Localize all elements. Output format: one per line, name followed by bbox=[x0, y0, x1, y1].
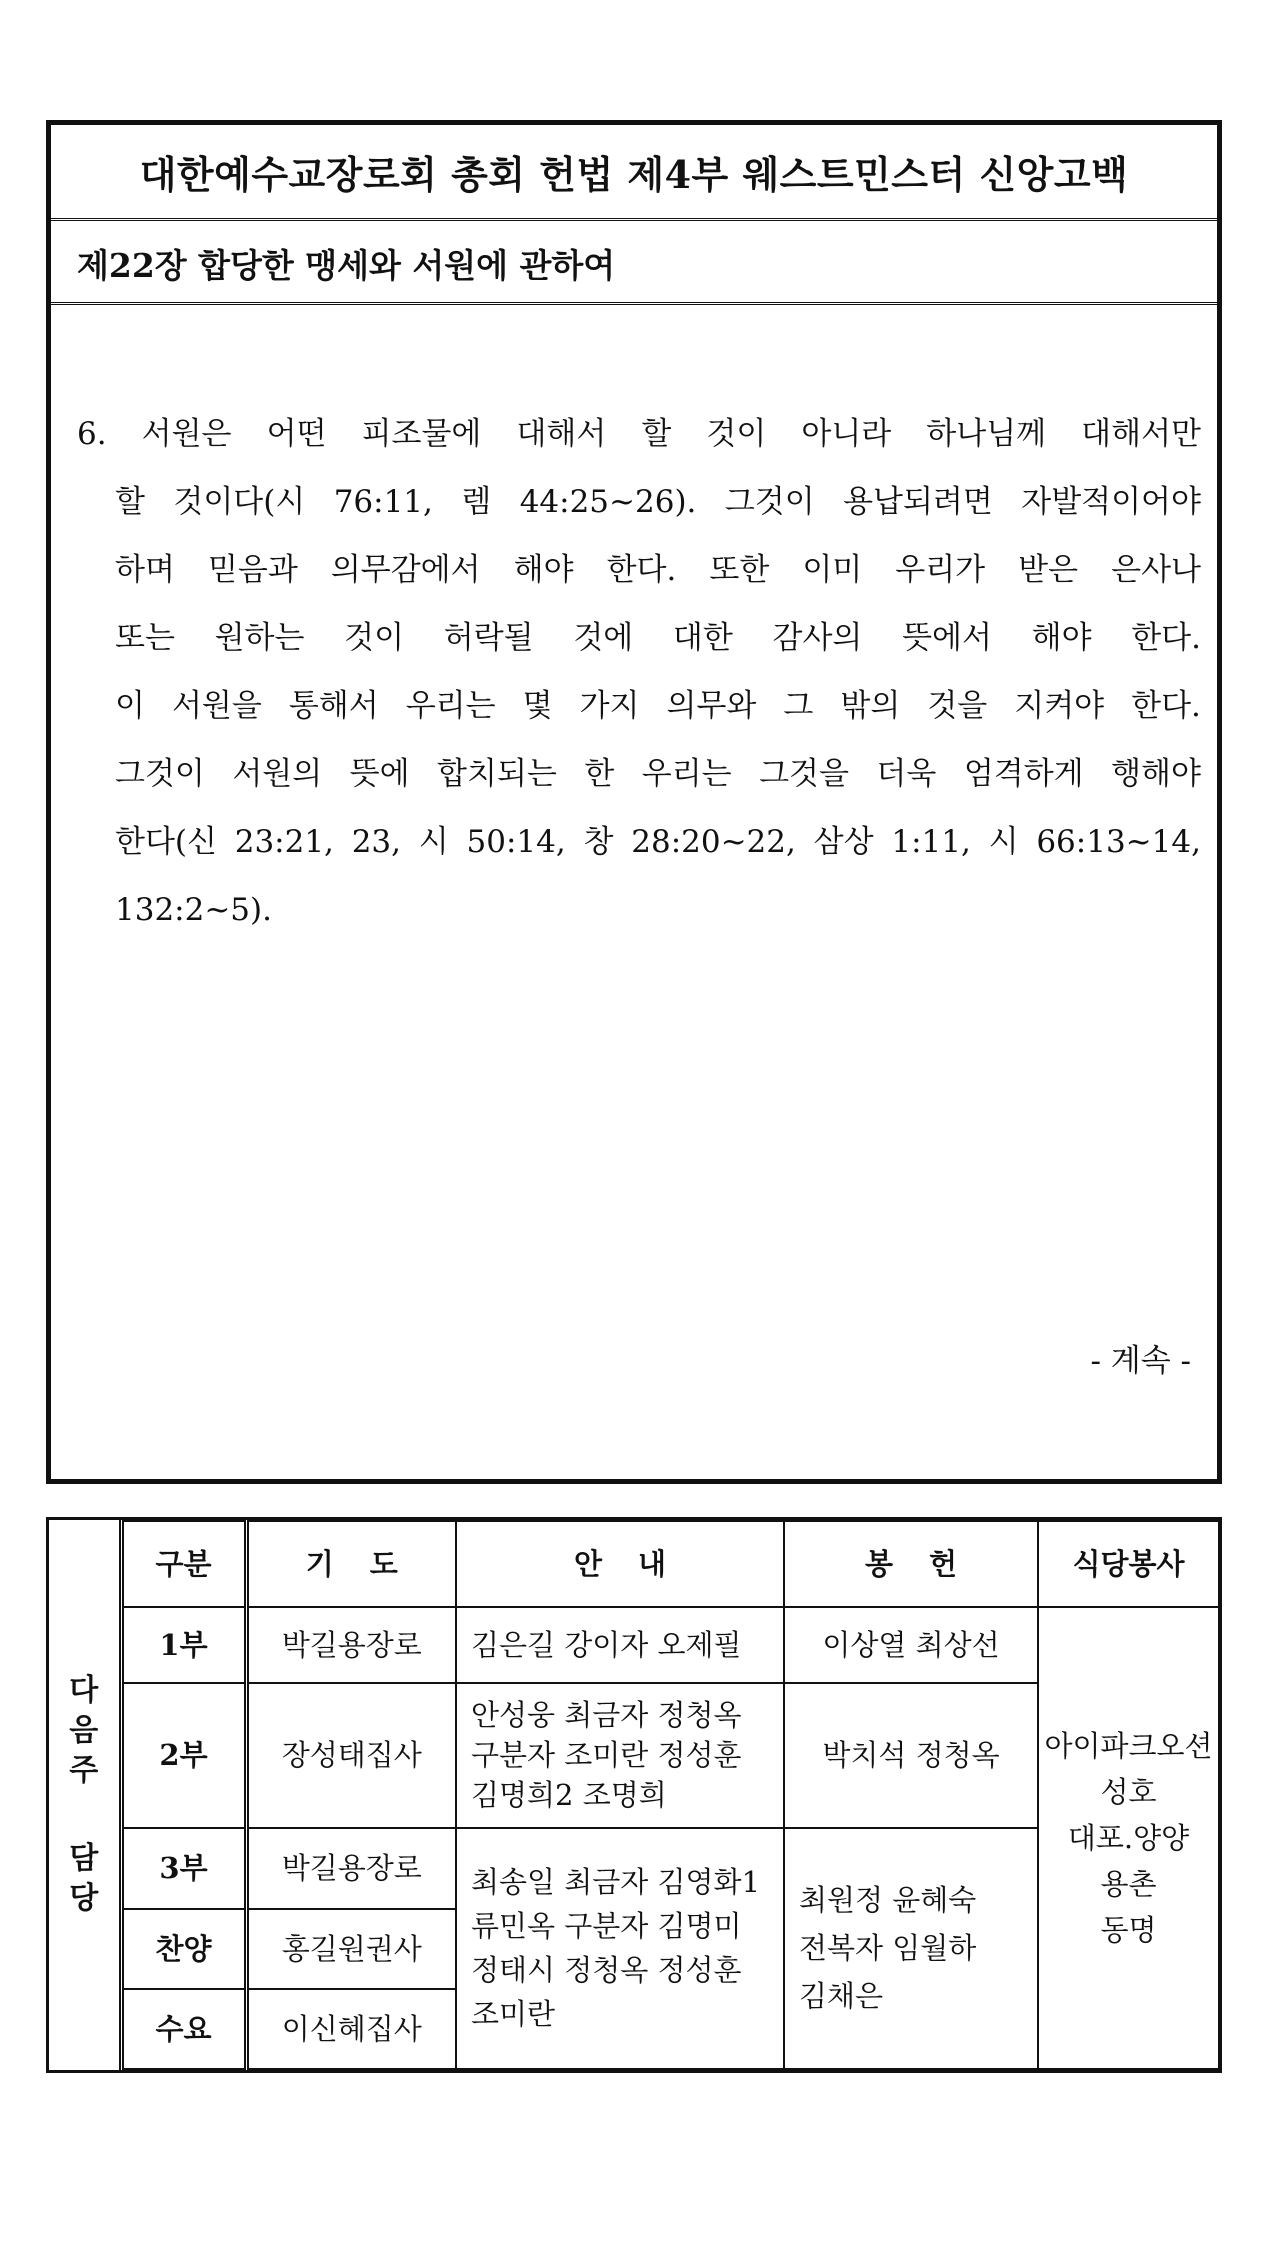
kitchen-line: 대포.양양 bbox=[1067, 1821, 1190, 1856]
header-prayer: 기 도 bbox=[246, 1521, 456, 1607]
division-cell: 수요 bbox=[121, 1989, 246, 2069]
prayer-cell: 홍길원권사 bbox=[246, 1909, 456, 1989]
prayer-cell: 박길용장로 bbox=[246, 1607, 456, 1683]
chapter-heading: 제22장 합당한 맹세와 서원에 관하여 bbox=[77, 246, 616, 285]
usher-line: 구분자 조미란 정성훈 bbox=[471, 1738, 742, 1773]
paragraph-line: 하며 믿음과 의무감에서 해야 한다. 또한 이미 우리가 받은 은사나 bbox=[115, 552, 1201, 588]
paragraph-line: 이 서원을 통해서 우리는 몇 가지 의무와 그 밖의 것을 지켜야 한다. bbox=[115, 688, 1201, 724]
header-usher: 안 내 bbox=[456, 1521, 784, 1607]
usher-cell bbox=[456, 1683, 784, 1828]
document-title: 대한예수교장로회 총회 헌법 제4부 웨스트민스터 신앙고백 bbox=[139, 152, 1129, 197]
paragraph-line: 132:2~5). bbox=[115, 892, 272, 928]
usher-cell bbox=[456, 1828, 784, 2069]
paragraph-line: 그것이 서원의 뜻에 합치되는 한 우리는 그것을 더욱 엄격하게 행해야 bbox=[115, 756, 1201, 792]
offering-line: 전복자 임월하 bbox=[799, 1931, 977, 1966]
kitchen-service-cell bbox=[1038, 1607, 1219, 2069]
continued-label: - 계속 - bbox=[1090, 1343, 1191, 1379]
usher-line: 최송일 최금자 김영화1 bbox=[471, 1865, 761, 1900]
prayer-name: 장성태집사 bbox=[281, 1738, 422, 1773]
kitchen-line: 동명 bbox=[1100, 1913, 1157, 1948]
prayer-cell bbox=[246, 1683, 456, 1828]
prayer-cell: 이신혜집사 bbox=[246, 1989, 456, 2069]
paragraph-line: 6. 서원은 어떤 피조물에 대해서 할 것이 아니라 하나님께 대해서만 bbox=[77, 416, 1201, 452]
side-label-char: 주 bbox=[69, 1753, 99, 1788]
header-kitchen: 식당봉사 bbox=[1038, 1521, 1219, 1607]
table-row bbox=[49, 1607, 1219, 1683]
division-cell: 2부 bbox=[121, 1683, 246, 1828]
offering-cell: 이상열 최상선 bbox=[784, 1607, 1038, 1683]
header-offering: 봉 헌 bbox=[784, 1521, 1038, 1607]
usher-line: 조미란 bbox=[471, 1997, 556, 2032]
offering-line: 최원정 윤혜숙 bbox=[799, 1883, 977, 1918]
chapter-heading-row bbox=[51, 225, 1217, 305]
side-label-char: 담 bbox=[69, 1841, 99, 1876]
paragraph-line: 또는 원하는 것이 허락될 것에 대한 감사의 뜻에서 해야 한다. bbox=[115, 620, 1201, 656]
kitchen-line: 용촌 bbox=[1100, 1867, 1157, 1902]
paragraph-line: 한다(신 23:21, 23, 시 50:14, 창 28:20~22, 삼상 1:11, 시 66:13~14, bbox=[115, 824, 1201, 860]
confession-paragraph bbox=[77, 400, 1201, 944]
offering-cell: 박치석 정청옥 bbox=[784, 1683, 1038, 1828]
document-title-row bbox=[51, 125, 1217, 221]
confession-panel bbox=[46, 120, 1222, 1484]
usher-line: 안성웅 최금자 정청옥 bbox=[471, 1698, 742, 1733]
division-cell: 찬양 bbox=[121, 1909, 246, 1989]
side-label-char: 음 bbox=[69, 1713, 99, 1748]
usher-line: 정태시 정청옥 정성훈 bbox=[471, 1953, 742, 1988]
division-cell: 3부 bbox=[121, 1828, 246, 1910]
next-week-duty-label bbox=[49, 1521, 121, 2069]
offering-cell bbox=[784, 1828, 1038, 2069]
usher-line: 류민옥 구분자 김명미 bbox=[471, 1909, 742, 1944]
kitchen-line: 성호 bbox=[1100, 1775, 1157, 1810]
side-label-gap bbox=[49, 1791, 119, 1839]
offering-line: 김채은 bbox=[799, 1979, 884, 2014]
side-label-char: 다 bbox=[69, 1673, 99, 1708]
service-schedule-table bbox=[46, 1517, 1222, 2073]
schedule-header-row bbox=[49, 1521, 1219, 1607]
header-division: 구분 bbox=[121, 1521, 246, 1607]
prayer-cell: 박길용장로 bbox=[246, 1828, 456, 1910]
division-cell: 1부 bbox=[121, 1607, 246, 1683]
usher-line: 김명희2 조명희 bbox=[471, 1778, 667, 1813]
usher-cell: 김은길 강이자 오제필 bbox=[456, 1607, 784, 1683]
paragraph-line: 할 것이다(시 76:11, 렘 44:25~26). 그것이 용납되려면 자발적이어야 bbox=[115, 484, 1201, 520]
kitchen-line: 아이파크오션 bbox=[1044, 1729, 1213, 1764]
side-label-char: 당 bbox=[69, 1881, 99, 1916]
